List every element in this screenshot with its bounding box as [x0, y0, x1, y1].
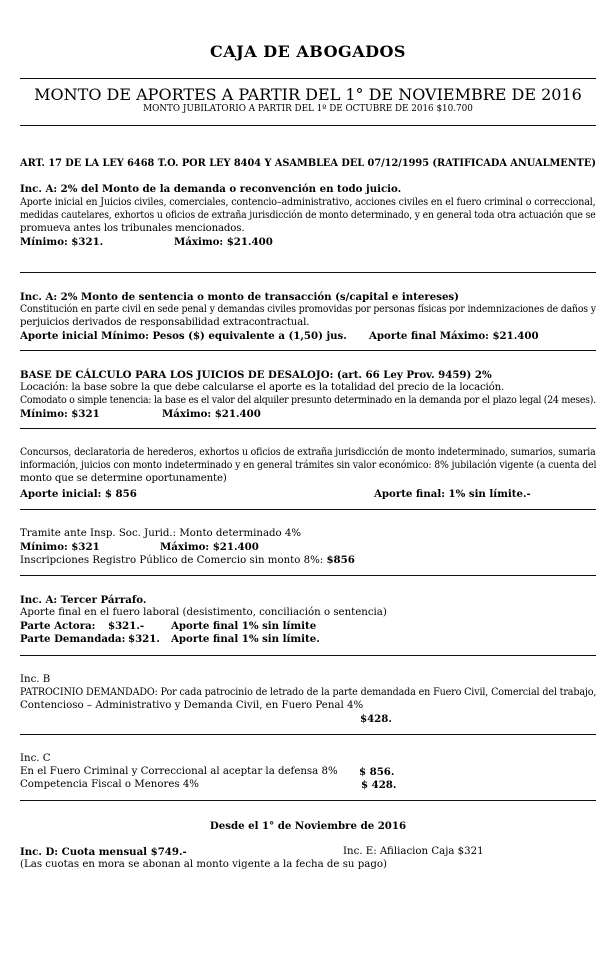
minimum-value: Mínimo: $321	[20, 408, 100, 420]
patrocinio-amount: $428.	[360, 713, 392, 725]
criminal-amount: $ 856.	[359, 766, 395, 778]
arrears-note: (Las cuotas en mora se abonan al monto vigente a la fecha de su pago)	[20, 859, 387, 870]
section-text: perjuicios derivados de responsabilidad extracontractual.	[20, 317, 310, 328]
fiscal-amount: $ 428.	[361, 779, 397, 791]
page-subline: MONTO JUBILATORIO A PARTIR DEL 1º DE OCTUBRE DE 2016 $10.700	[143, 104, 473, 114]
registry-line	[20, 554, 596, 567]
section-text: Contencioso – Administrativo y Demanda Civil, en Fuero Penal 4%	[20, 700, 364, 711]
divider	[20, 272, 596, 273]
divider	[20, 350, 596, 351]
section-text: información, juicios con monto indeterminado y en general trámites sin valor económico: 8% jubilación vigente (a cuenta del	[20, 460, 597, 471]
maximum-value: Máximo: $21.400	[174, 236, 273, 248]
registry-text: Inscripciones Registro Público de Comercio sin monto 8%:	[20, 555, 327, 566]
divider	[20, 575, 596, 576]
initial-contribution: Aporte inicial: $ 856	[20, 488, 137, 500]
final-contribution: Aporte final: 1% sin límite.-	[374, 488, 531, 500]
section-heading: Inc. A: Tercer Párrafo.	[20, 594, 147, 606]
party-label: Parte Demandada:	[20, 633, 126, 645]
section-text: Constitución en parte civil en sede penal y demandas civiles promovidas por personas físicas por indemnizaciones de daños y	[20, 304, 596, 315]
section-text: Aporte final en el fuero laboral (desistimento, conciliación o sentencia)	[20, 607, 387, 618]
party-final: Aporte final 1% sin límite	[171, 620, 317, 632]
maximum-value: Máximo: $21.400	[162, 408, 261, 420]
section-text: Competencia Fiscal o Menores 4%	[20, 779, 199, 790]
section-heading: BASE DE CÁLCULO PARA LOS JUICIOS DE DESALOJO: (art. 66 Ley Prov. 9459) 2%	[20, 369, 492, 381]
inc-d-fee: Inc. D: Cuota mensual $749.-	[20, 846, 187, 858]
section-heading: Inc. A: 2% del Monto de la demanda o reconvención en todo juicio.	[20, 183, 402, 195]
section-text: Locación: la base sobre la que debe calcularse el aporte es la totalidad del precio de la locación.	[20, 382, 505, 393]
party-amount: $321.-	[108, 620, 145, 632]
divider	[20, 800, 596, 801]
page-title: CAJA DE ABOGADOS	[210, 42, 406, 61]
divider	[20, 428, 596, 429]
section-text: monto que se determine oportunamente)	[20, 473, 227, 484]
section-text: PATROCINIO DEMANDADO: Por cada patrocinio de letrado de la parte demandada en Fuero Civil, Comercial del trabajo,	[20, 687, 597, 698]
minimum-value: Mínimo: $321.	[20, 236, 104, 248]
divider	[20, 655, 596, 656]
party-amount: $321.	[128, 633, 160, 645]
inc-e-fee: Inc. E: Afiliacion Caja $321	[343, 846, 484, 857]
minimum-value: Aporte inicial Mínimo: Pesos ($) equivalente a (1,50) jus.	[20, 330, 347, 342]
registry-amount: $856	[326, 554, 355, 566]
section-text: Aporte inicial en Juicios civiles, comerciales, contencio–administrativo, acciones civiles en el fuero criminal o correccional,	[20, 197, 596, 208]
section-text: promueva antes los tribunales mencionados.	[20, 223, 245, 234]
section-text: Concursos, declaratoria de herederos, exhortos u oficios de extraña jurisdicción de monto indeterminado, sumarios, sumaria	[20, 447, 596, 458]
section-heading: Inc. C	[20, 753, 51, 764]
maximum-value: Aporte final Máximo: $21.400	[369, 330, 539, 342]
minimum-value: Mínimo: $321	[20, 541, 100, 553]
section-text: En el Fuero Criminal y Correccional al aceptar la defensa 8%	[20, 766, 338, 777]
page-subtitle: MONTO DE APORTES A PARTIR DEL 1° DE NOVIEMBRE DE 2016	[34, 85, 582, 104]
section-heading: Inc. A: 2% Monto de sentencia o monto de transacción (s/capital e intereses)	[20, 291, 459, 303]
party-label: Parte Actora:	[20, 620, 96, 632]
section-text: Comodato o simple tenencia: la base es el valor del alquiler presunto determinado en la demanda por el plazo legal (24 meses).	[20, 395, 596, 406]
divider	[20, 734, 596, 735]
effective-date: Desde el 1° de Noviembre de 2016	[209, 820, 407, 832]
divider	[20, 78, 596, 79]
section-heading: Inc. B	[20, 674, 51, 685]
party-final: Aporte final 1% sin límite.	[171, 633, 320, 645]
article-heading: ART. 17 DE LA LEY 6468 T.O. POR LEY 8404 Y ASAMBLEA DEL 07/12/1995 (RATIFICADA ANUALMENTE)	[20, 157, 596, 169]
divider	[20, 509, 596, 510]
divider	[20, 125, 596, 126]
maximum-value: Máximo: $21.400	[160, 541, 259, 553]
section-text: medidas cautelares, exhortos u oficios de extraña jurisdicción de monto determinado, y en general toda otra actuación que se	[20, 210, 596, 221]
section-text: Tramite ante Insp. Soc. Jurid.: Monto determinado 4%	[20, 528, 302, 539]
